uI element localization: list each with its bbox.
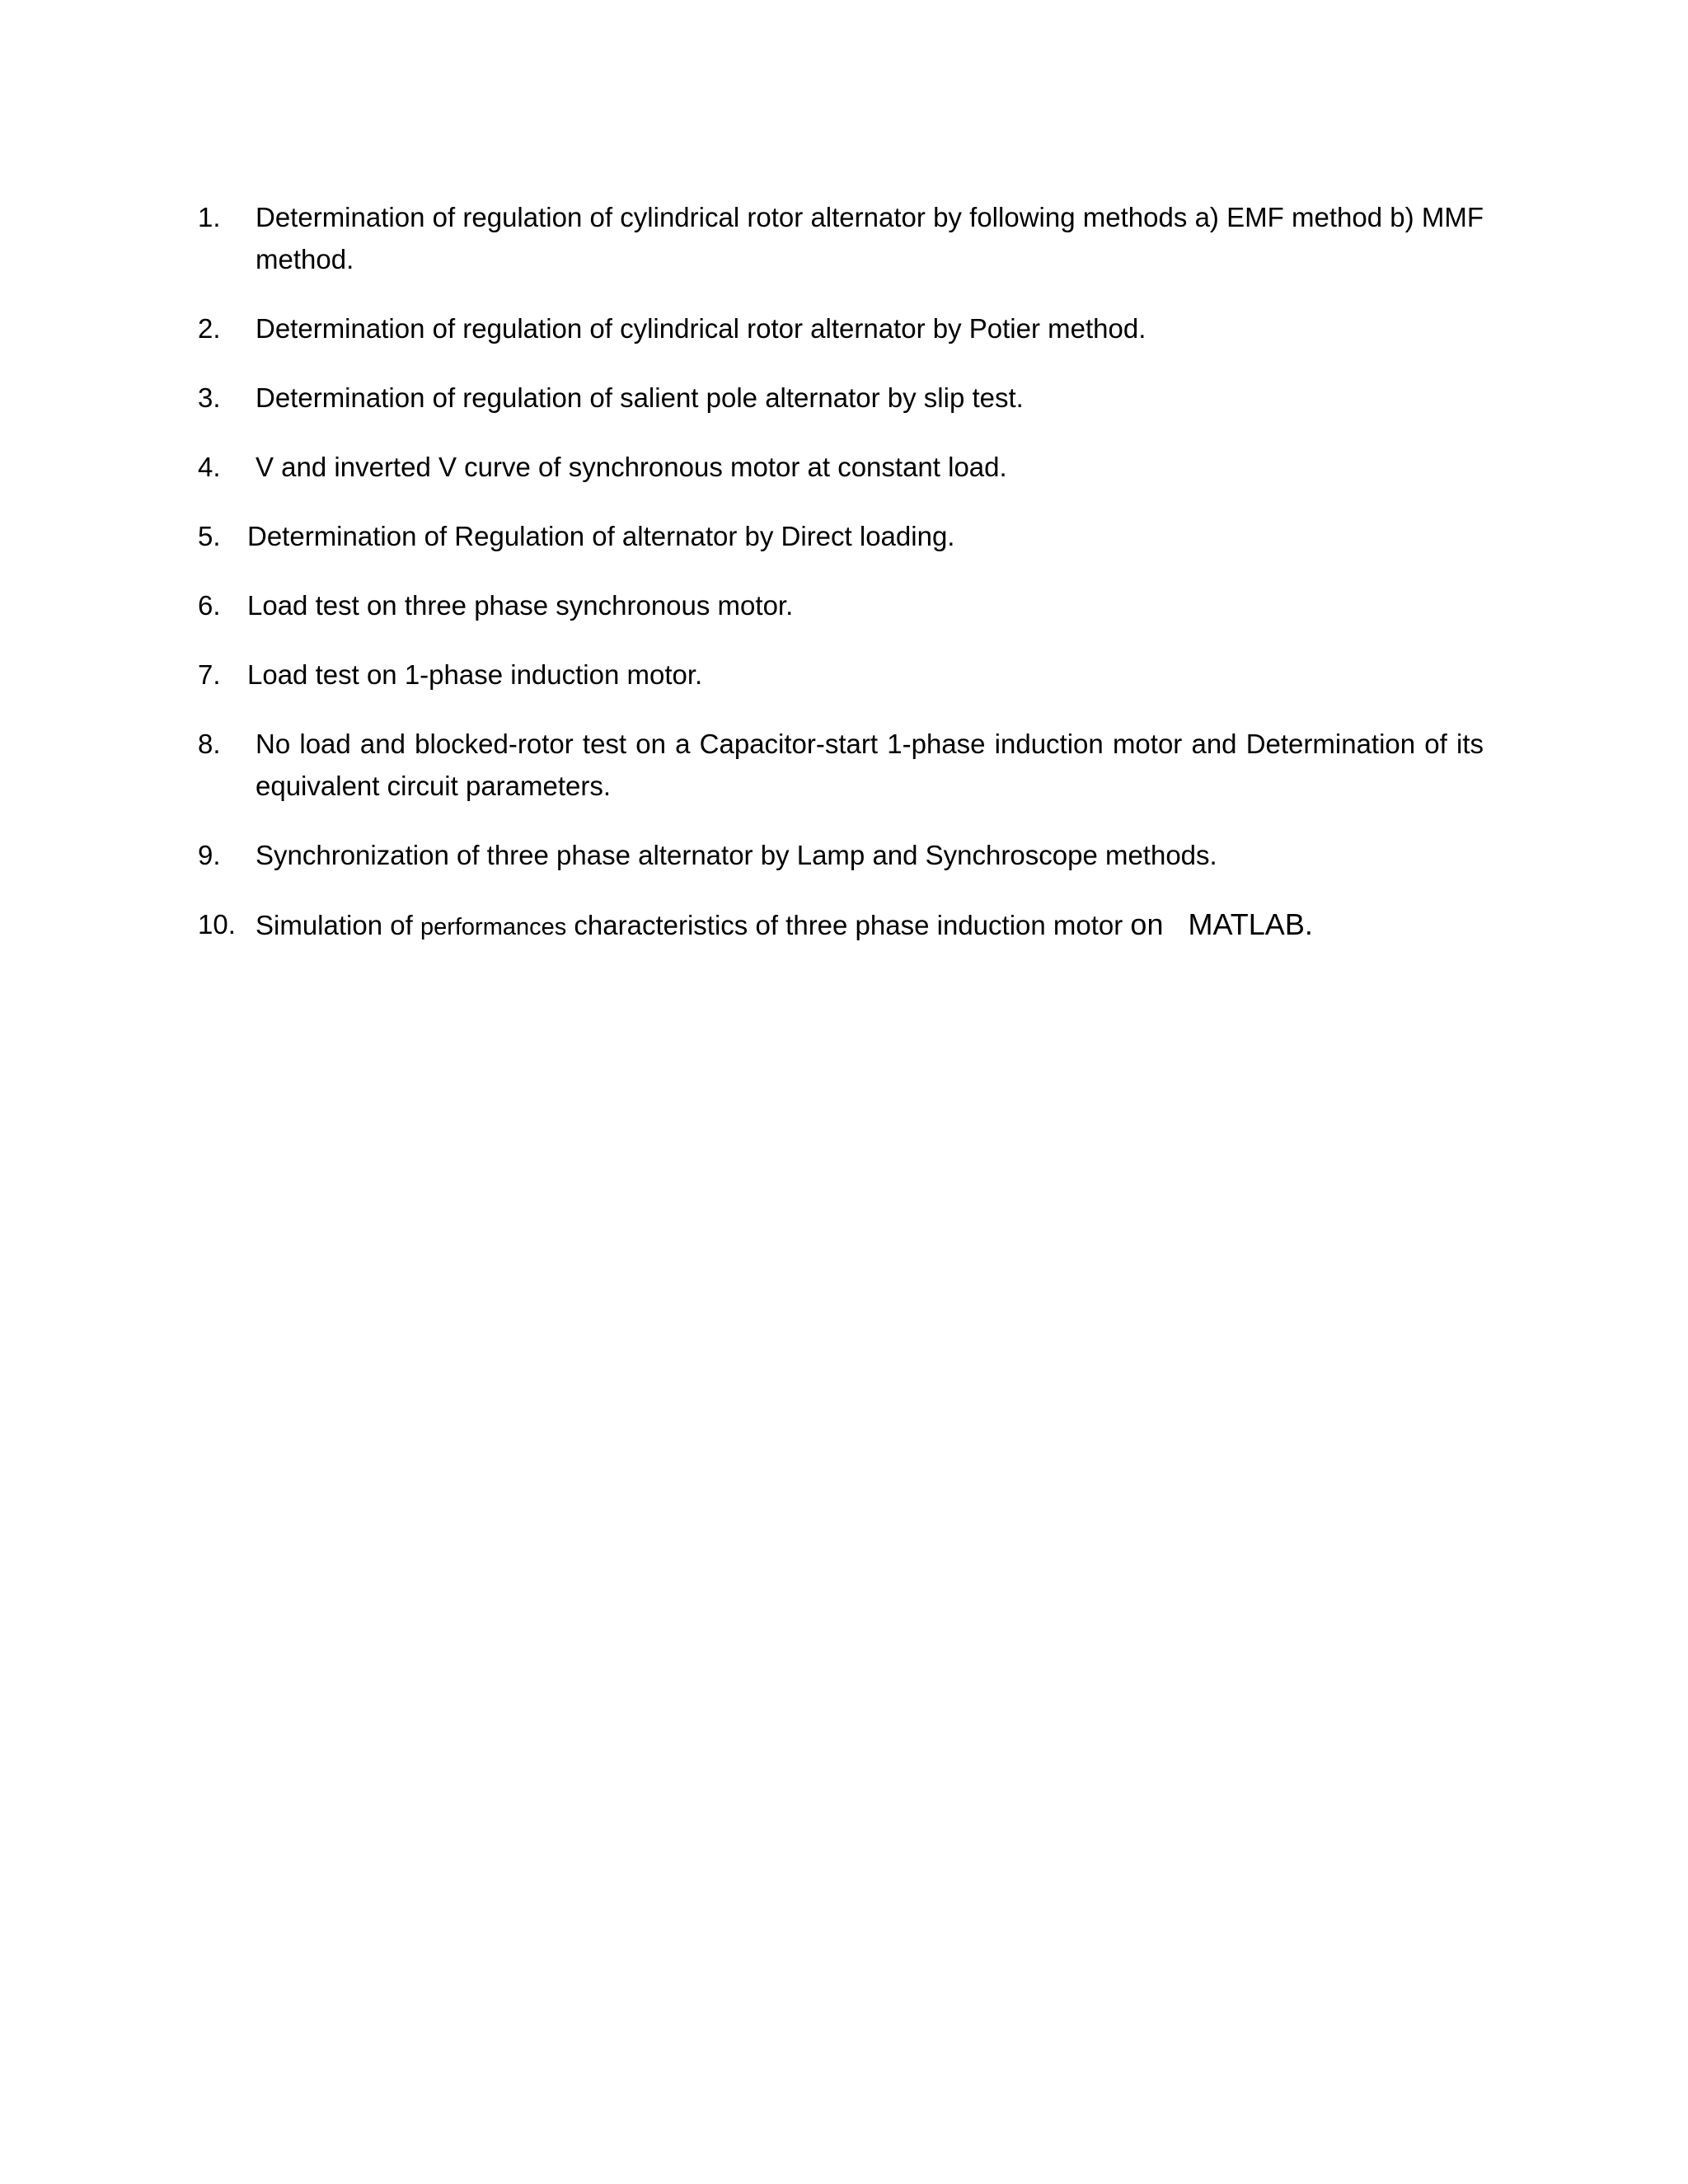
item-number: 10.: [198, 909, 236, 940]
list-item: [198, 723, 1484, 807]
experiment-list: [198, 196, 1484, 976]
item-text: No load and blocked-rotor test on a Capacitor-start 1-phase induction motor and Determination of its equivalent circuit parameters.: [256, 729, 1484, 801]
list-item: [198, 515, 1484, 557]
item-text-part: characteristics of three phase induction motor: [566, 910, 1131, 940]
item-text: Determination of regulation of cylindrical rotor alternator by following methods a) EMF method b) MMF method.: [256, 202, 1484, 274]
list-item: [198, 584, 1484, 626]
item-number: 7.: [198, 659, 221, 690]
item-number: 4.: [198, 452, 221, 482]
item-text: Determination of regulation of salient pole alternator by slip test.: [256, 382, 1024, 413]
list-item: [198, 654, 1484, 696]
item-text-part: Simulation of: [256, 910, 420, 940]
list-item: [198, 446, 1484, 488]
list-item: [198, 307, 1484, 349]
item-text: Determination of Regulation of alternator by Direct loading.: [247, 521, 955, 551]
item-text: Synchronization of three phase alternator by Lamp and Synchroscope methods.: [256, 840, 1217, 870]
item-text: [256, 907, 1313, 941]
item-number: 9.: [198, 840, 221, 870]
item-text: V and inverted V curve of synchronous motor at constant load.: [256, 452, 1007, 482]
item-number: 5.: [198, 521, 221, 551]
item-number: 1.: [198, 202, 221, 232]
list-item: [198, 834, 1484, 876]
item-text: Load test on 1-phase induction motor.: [247, 659, 703, 690]
item-number: 3.: [198, 382, 221, 413]
item-text: Load test on three phase synchronous motor.: [247, 590, 794, 621]
item-number: 6.: [198, 590, 221, 621]
item-number: 8.: [198, 729, 221, 759]
list-item: [198, 903, 1484, 949]
list-item: [198, 196, 1484, 280]
item-text-part: on MATLAB.: [1130, 907, 1313, 941]
item-text: Determination of regulation of cylindrical rotor alternator by Potier method.: [256, 313, 1146, 344]
list-item: [198, 377, 1484, 419]
item-number: 2.: [198, 313, 221, 344]
item-text-part: performances: [420, 914, 567, 940]
